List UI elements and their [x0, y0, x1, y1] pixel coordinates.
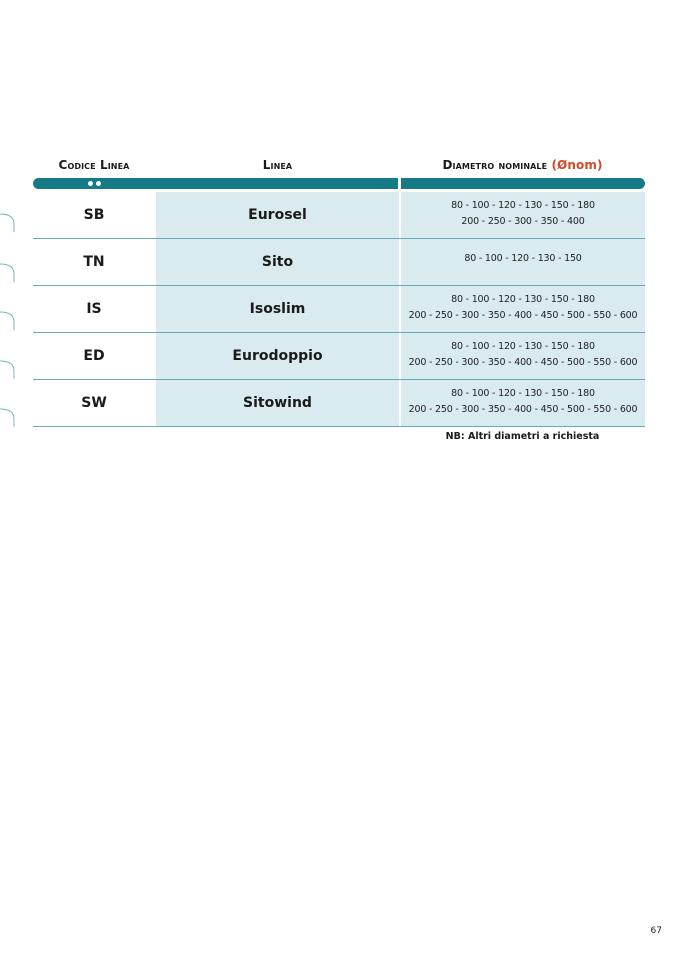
dot-icon [88, 181, 93, 186]
binder-tab-icon [0, 212, 16, 232]
table-row [33, 380, 645, 427]
diametri-line-2: 200 - 250 - 300 - 350 - 400 [461, 216, 585, 227]
cell-code: IS [86, 301, 102, 317]
diametri-line-2: 200 - 250 - 300 - 350 - 400 - 450 - 500 - 550 - 600 [408, 310, 638, 321]
cell-name: Sitowind [156, 380, 399, 426]
header-bar [33, 178, 645, 189]
cell-code: ED [83, 348, 105, 364]
table-row [33, 239, 645, 286]
binder-tab-icon [0, 407, 16, 427]
cell-name: Eurodoppio [156, 333, 399, 379]
diameter-table [33, 192, 645, 427]
header-diametro-label: Diametro nominale [442, 158, 548, 172]
cell-code: SB [83, 207, 105, 223]
header-diametro [401, 158, 644, 172]
binder-tab-icon [0, 262, 16, 282]
binder-tab-icon [0, 310, 16, 330]
cell-diametri [401, 286, 645, 332]
table-note: NB: Altri diametri a richiesta [445, 431, 600, 442]
table-row [33, 286, 645, 333]
bar-dots-icon [88, 181, 101, 186]
cell-diametri [401, 333, 645, 379]
diametri-line-1: 80 - 100 - 120 - 130 - 150 - 180 [451, 200, 595, 211]
diametri-line-2: 200 - 250 - 300 - 350 - 400 - 450 - 500 - 550 - 600 [408, 357, 638, 368]
diametri-line-1: 80 - 100 - 120 - 130 - 150 - 180 [451, 341, 595, 352]
diametri-line-2: 200 - 250 - 300 - 350 - 400 - 450 - 500 - 550 - 600 [408, 404, 638, 415]
dot-icon [96, 181, 101, 186]
cell-diametri [401, 380, 645, 426]
cell-diametri [401, 239, 645, 285]
cell-code: TN [83, 254, 105, 270]
binder-tab-icon [0, 359, 16, 379]
header-diametro-accent: (Ønom) [551, 158, 603, 172]
header-codice-linea: Codice Linea [58, 158, 130, 172]
table-header [0, 158, 678, 176]
page-number: 67 [650, 926, 662, 936]
diametri-line-1: 80 - 100 - 120 - 130 - 150 [464, 253, 582, 264]
cell-name: Sito [156, 239, 399, 285]
table-row [33, 333, 645, 380]
header-linea: Linea [262, 158, 293, 172]
table-row [33, 192, 645, 239]
diametri-line-1: 80 - 100 - 120 - 130 - 150 - 180 [451, 388, 595, 399]
cell-diametri [401, 192, 645, 238]
cell-code: SW [81, 395, 107, 411]
header-bar-right [401, 178, 645, 189]
diametri-line-1: 80 - 100 - 120 - 130 - 150 - 180 [451, 294, 595, 305]
cell-name: Isoslim [156, 286, 399, 332]
cell-name: Eurosel [156, 192, 399, 238]
